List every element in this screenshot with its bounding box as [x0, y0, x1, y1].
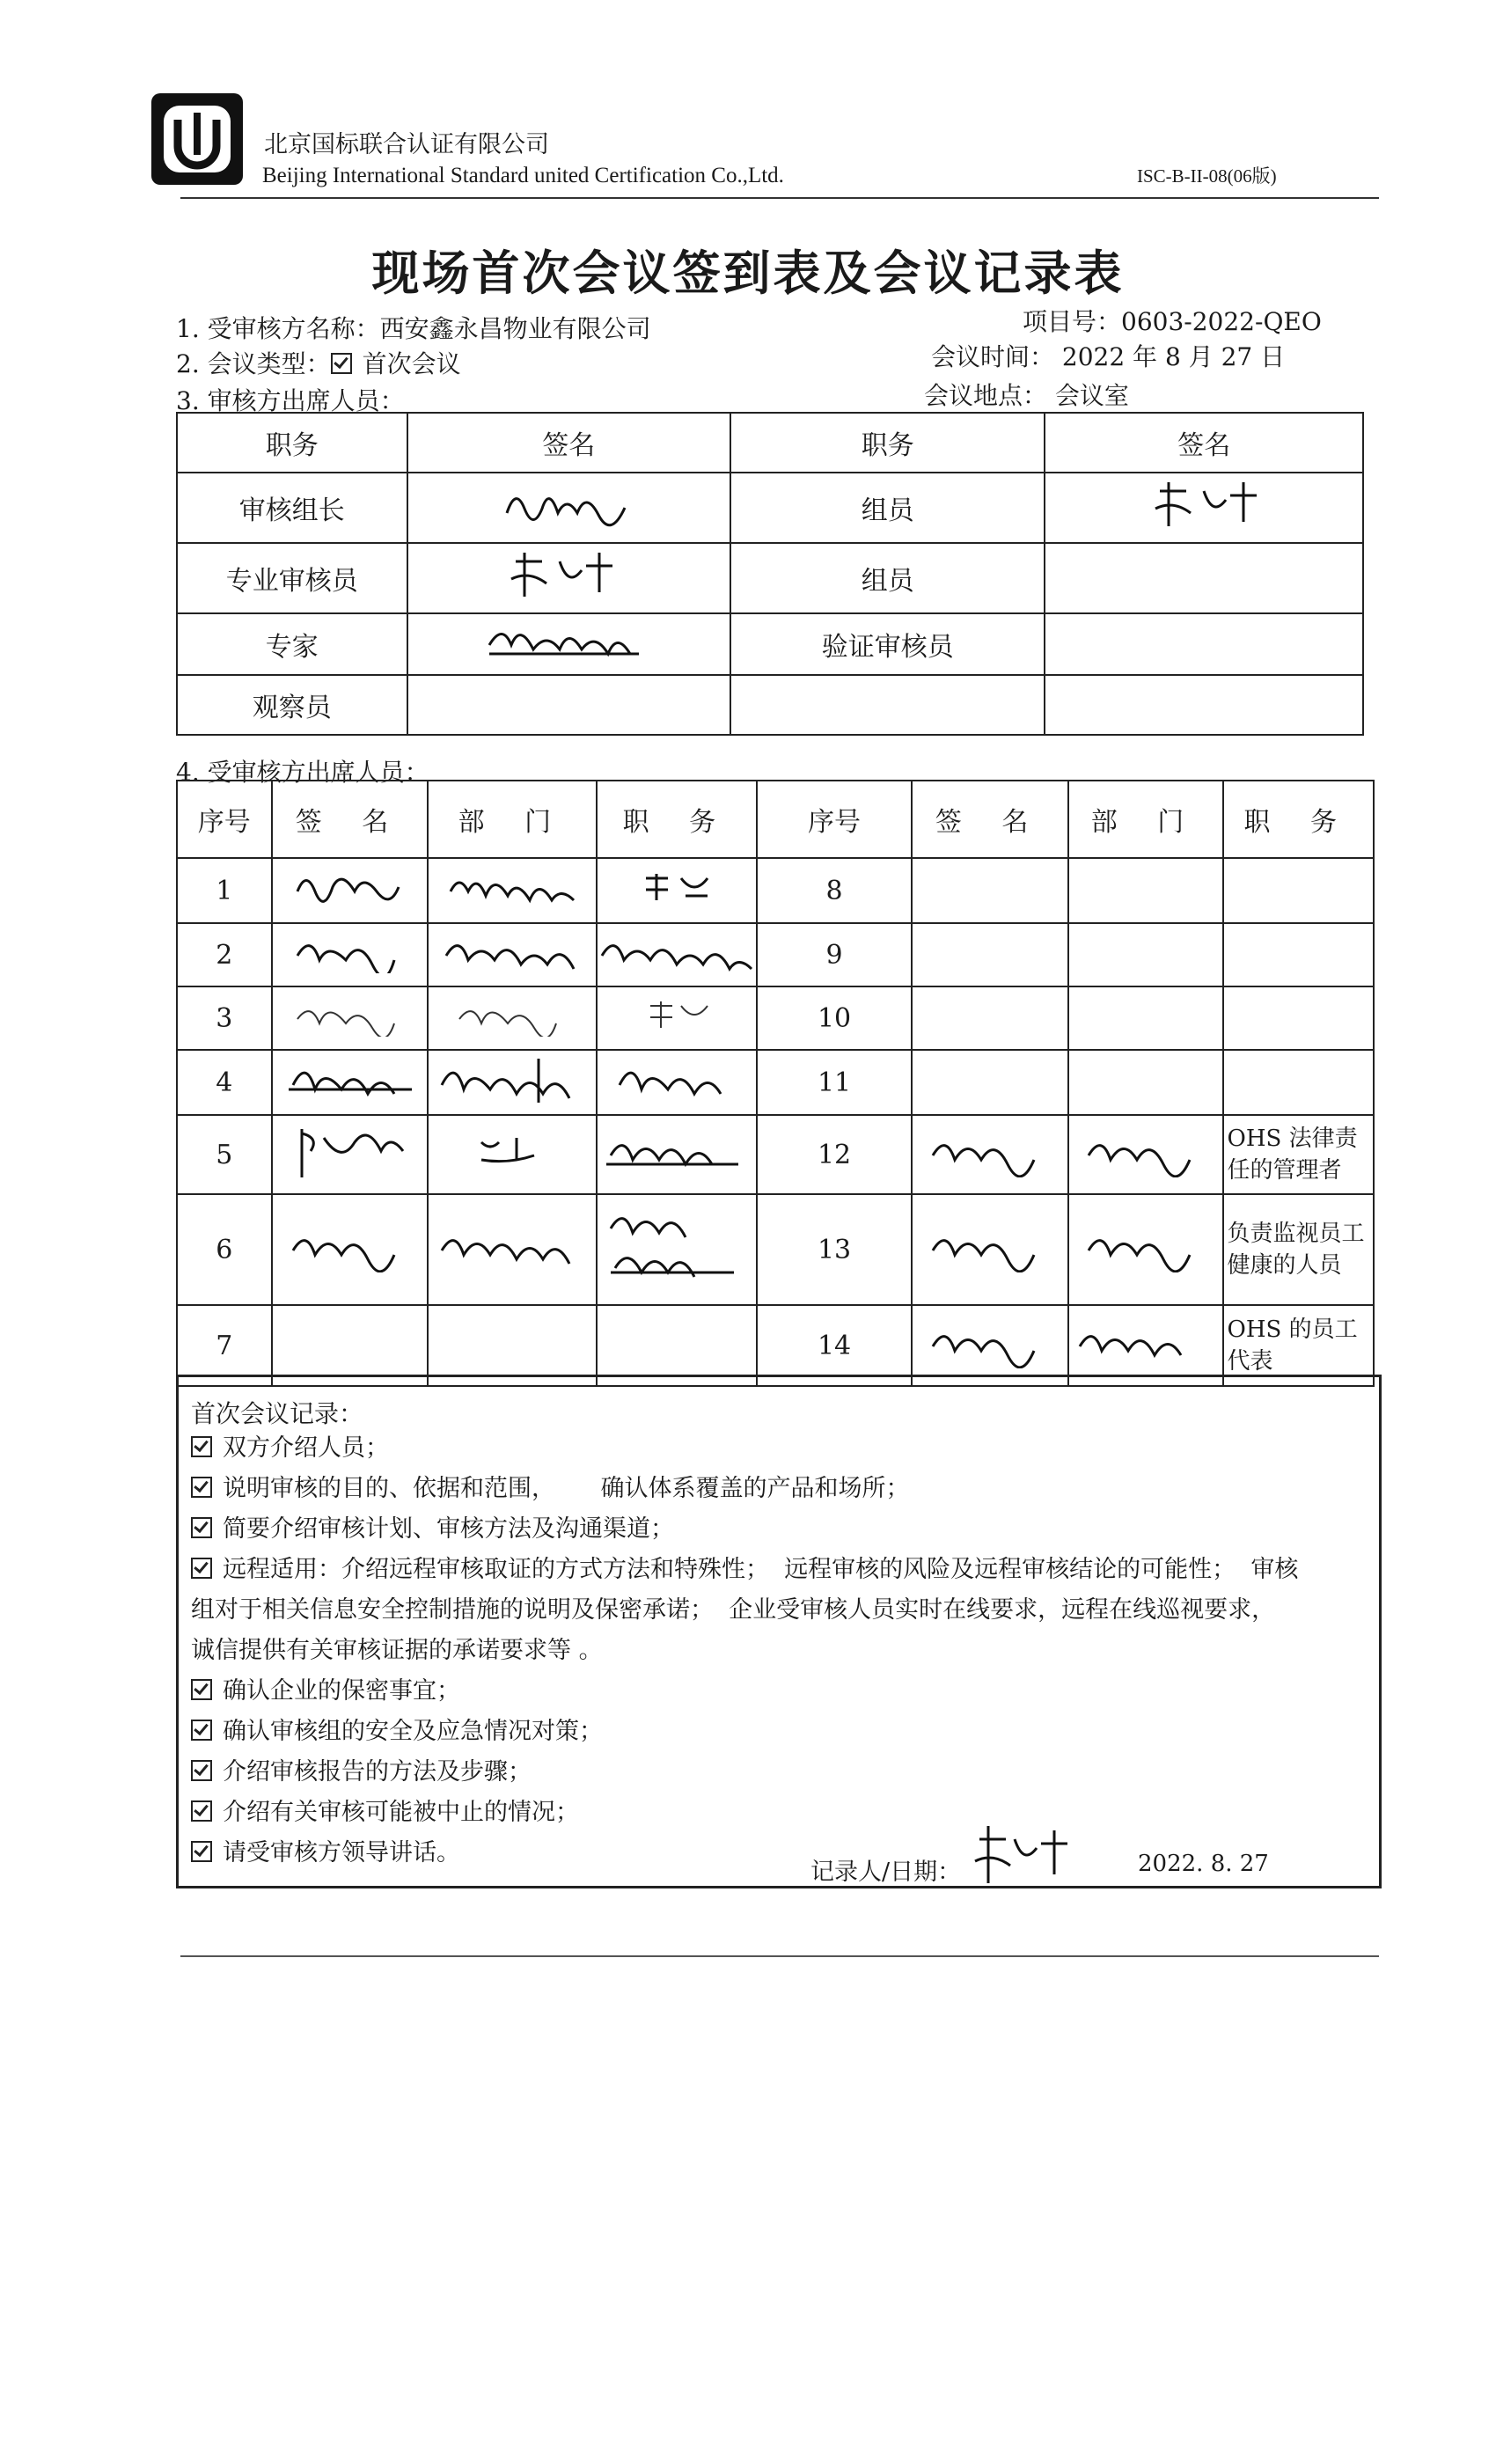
role-description: 负责监视员工健康的人员	[1223, 1194, 1375, 1305]
handwritten-signature	[284, 1220, 416, 1272]
checkbox-checked-icon	[191, 1720, 212, 1741]
meeting-time: 会议时间： 2022 年 8 月 27 日	[931, 342, 1286, 371]
row-number: 8	[757, 858, 911, 923]
signature-cell	[272, 1115, 429, 1194]
department-cell	[1068, 923, 1223, 986]
department-cell	[428, 923, 597, 986]
header-cell: 部 门	[1068, 781, 1223, 858]
handwritten-signature	[962, 1817, 1076, 1896]
signature-cell	[407, 543, 731, 613]
signature-cell	[912, 858, 1068, 923]
position-cell	[1223, 986, 1375, 1050]
record-item-continued: 诚信提供有关审核证据的承诺要求等 。	[191, 1637, 603, 1664]
signature-cell	[1045, 473, 1363, 543]
table-header-row	[177, 781, 1374, 858]
table-row	[177, 1115, 1374, 1194]
handwritten-signature	[284, 1054, 416, 1104]
auditee-name: 1. 受审核方名称：西安鑫永昌物业有限公司	[176, 314, 651, 343]
department-cell	[1068, 986, 1223, 1050]
handwritten-signature	[498, 544, 639, 605]
checkbox-checked-icon	[191, 1436, 212, 1457]
record-item	[191, 1428, 389, 1469]
signature-cell	[912, 1194, 1068, 1305]
handwritten-signature	[633, 865, 721, 909]
role-cell: 验证审核员	[730, 613, 1045, 675]
header-cell: 序号	[177, 781, 272, 858]
handwritten-signature	[480, 614, 656, 667]
handwritten-signature	[498, 478, 639, 531]
handwritten-signature	[284, 1120, 416, 1182]
record-item-text: 远程适用：介绍远程审核取证的方式方法和特殊性； 远程审核的风险及远程审核结论的可能性； 审核	[223, 1556, 1299, 1583]
record-item-text: 确认审核组的安全及应急情况对策；	[223, 1718, 603, 1745]
row-number: 9	[757, 923, 911, 986]
record-item-text: 请受审核方领导讲话。	[223, 1839, 460, 1866]
project-number: 项目号：0603-2022-QEO	[1023, 307, 1322, 336]
record-item-continued: 组对于相关信息安全控制措施的说明及保密承诺； 企业受审核人员实时在线要求，远程在线巡视要求，	[191, 1596, 1276, 1624]
header-cell: 职务	[730, 413, 1045, 473]
table-row	[177, 543, 1363, 613]
signature-cell	[272, 1194, 429, 1305]
company-name-en: Beijing International Standard united Certification Co.,Ltd.	[262, 164, 784, 187]
row-number: 7	[177, 1305, 272, 1386]
signature-cell	[272, 858, 429, 923]
row-number: 5	[177, 1115, 272, 1194]
record-item	[191, 1752, 532, 1793]
auditor-section-label: 3. 审核方出席人员：	[176, 386, 405, 415]
meeting-place: 会议地点： 会议室	[924, 381, 1129, 410]
checkbox-checked-icon	[191, 1760, 212, 1781]
signature-cell	[912, 986, 1068, 1050]
header-cell: 职 务	[1223, 781, 1375, 858]
handwritten-signature	[289, 993, 412, 1037]
position-cell	[597, 923, 757, 986]
row-number: 12	[757, 1115, 911, 1194]
role-description: OHS 的员工代表	[1223, 1305, 1375, 1386]
position-cell	[1223, 923, 1375, 986]
handwritten-signature	[602, 1202, 752, 1290]
handwritten-signature	[1080, 1125, 1212, 1177]
handwritten-signature	[1071, 1316, 1221, 1368]
role-cell	[730, 675, 1045, 735]
meeting-record-box	[176, 1375, 1382, 1888]
record-item	[191, 1793, 579, 1833]
handwritten-signature	[437, 929, 587, 973]
table-row	[177, 858, 1374, 923]
position-cell	[597, 1194, 757, 1305]
handwritten-signature	[442, 865, 583, 909]
position-cell	[597, 1115, 757, 1194]
record-item-text: 双方介绍人员；	[223, 1434, 389, 1462]
position-cell	[597, 1050, 757, 1115]
signature-cell	[407, 613, 731, 675]
header-cell: 序号	[757, 781, 911, 858]
header-cell: 签名	[407, 413, 731, 473]
handwritten-signature	[637, 993, 716, 1037]
auditee-section-label: 4. 受审核方出席人员：	[176, 758, 429, 787]
signature-cell	[407, 473, 731, 543]
record-item-text: 介绍审核报告的方法及步骤；	[223, 1758, 532, 1786]
handwritten-signature	[924, 1125, 1056, 1177]
signature-cell	[407, 675, 731, 735]
record-item-text: 简要介绍审核计划、审核方法及沟通渠道；	[223, 1515, 674, 1543]
header-cell: 签名	[1045, 413, 1363, 473]
role-cell: 观察员	[177, 675, 407, 735]
checkbox-checked-icon	[191, 1841, 212, 1862]
department-cell	[428, 986, 597, 1050]
handwritten-signature	[433, 1220, 591, 1272]
auditor-attendance-table	[176, 412, 1364, 736]
department-cell	[428, 1194, 597, 1305]
signature-cell	[912, 1050, 1068, 1115]
record-item-text: 介绍有关审核可能被中止的情况；	[223, 1799, 579, 1826]
record-item	[191, 1469, 910, 1509]
handwritten-signature	[602, 1125, 752, 1177]
handwritten-signature	[598, 929, 756, 973]
signature-cell	[912, 1115, 1068, 1194]
role-cell: 组员	[730, 543, 1045, 613]
record-item	[191, 1671, 460, 1712]
handwritten-signature	[433, 1054, 591, 1104]
role-cell: 审核组长	[177, 473, 407, 543]
company-name-cn: 北京国标联合认证有限公司	[264, 131, 549, 158]
role-cell: 组员	[730, 473, 1045, 543]
row-number: 11	[757, 1050, 911, 1115]
handwritten-signature	[451, 993, 574, 1037]
record-item-text: 确认企业的保密事宜；	[223, 1677, 460, 1705]
row-number: 1	[177, 858, 272, 923]
checkbox-checked-icon	[191, 1558, 212, 1579]
position-cell	[1223, 1050, 1375, 1115]
table-row	[177, 675, 1363, 735]
row-number: 6	[177, 1194, 272, 1305]
record-title: 首次会议记录：	[191, 1399, 364, 1428]
handwritten-signature	[289, 929, 412, 973]
recorder-label: 记录人/日期：	[810, 1859, 962, 1886]
handwritten-signature	[289, 865, 412, 909]
signature-cell	[1045, 543, 1363, 613]
company-logo	[151, 93, 243, 185]
department-cell	[1068, 858, 1223, 923]
row-number: 4	[177, 1050, 272, 1115]
record-item	[191, 1712, 603, 1752]
handwritten-signature	[464, 1125, 561, 1177]
record-item	[191, 1550, 1298, 1590]
row-number: 13	[757, 1194, 911, 1305]
meeting-type	[176, 345, 461, 380]
recorder-signature	[962, 1817, 1076, 1900]
header-cell: 签 名	[272, 781, 429, 858]
checkbox-checked-icon	[331, 353, 352, 374]
row-number: 3	[177, 986, 272, 1050]
signature-cell	[272, 1050, 429, 1115]
signature-cell	[272, 923, 429, 986]
checkbox-checked-icon	[191, 1477, 212, 1498]
record-date: 2022. 8. 27	[1138, 1851, 1269, 1877]
department-cell	[428, 858, 597, 923]
department-cell	[1068, 1115, 1223, 1194]
table-row	[177, 923, 1374, 986]
row-number: 14	[757, 1305, 911, 1386]
table-row	[177, 613, 1363, 675]
record-item	[191, 1833, 460, 1874]
department-cell	[428, 1115, 597, 1194]
header-cell: 部 门	[428, 781, 597, 858]
handwritten-signature	[611, 1054, 743, 1104]
signature-cell	[1045, 675, 1363, 735]
row-number: 10	[757, 986, 911, 1050]
signature-cell	[912, 923, 1068, 986]
role-cell: 专业审核员	[177, 543, 407, 613]
checkbox-checked-icon	[191, 1679, 212, 1700]
document-code: ISC-B-II-08(06版)	[1137, 165, 1277, 187]
record-item	[191, 1509, 674, 1550]
meeting-type-label: 2. 会议类型：	[176, 349, 331, 378]
header-cell: 职 务	[597, 781, 757, 858]
position-cell	[597, 986, 757, 1050]
table-row	[177, 1194, 1374, 1305]
signature-cell	[1045, 613, 1363, 675]
table-row	[177, 1050, 1374, 1115]
department-cell	[1068, 1194, 1223, 1305]
handwritten-signature	[1080, 1220, 1212, 1272]
footer-divider	[180, 1955, 1379, 1957]
role-cell: 专家	[177, 613, 407, 675]
position-cell	[1223, 858, 1375, 923]
table-row	[177, 473, 1363, 543]
header-cell: 职务	[177, 413, 407, 473]
role-description: OHS 法律责任的管理者	[1223, 1115, 1375, 1194]
checkbox-checked-icon	[191, 1800, 212, 1822]
meeting-type-value: 首次会议	[362, 349, 461, 378]
page-title: 现场首次会议签到表及会议记录表	[371, 245, 1125, 301]
record-item-text: 说明审核的目的、依据和范围， 确认体系覆盖的产品和场所；	[223, 1475, 910, 1502]
header-divider	[180, 197, 1379, 199]
department-cell	[1068, 1050, 1223, 1115]
department-cell	[428, 1050, 597, 1115]
header-cell: 签 名	[912, 781, 1068, 858]
position-cell	[597, 858, 757, 923]
handwritten-signature	[1133, 473, 1274, 535]
checkbox-checked-icon	[191, 1517, 212, 1538]
row-number: 2	[177, 923, 272, 986]
table-row	[177, 986, 1374, 1050]
auditee-attendance-table	[176, 780, 1375, 1387]
signature-cell	[272, 986, 429, 1050]
table-header-row	[177, 413, 1363, 473]
handwritten-signature	[924, 1220, 1056, 1272]
handwritten-signature	[924, 1316, 1056, 1368]
